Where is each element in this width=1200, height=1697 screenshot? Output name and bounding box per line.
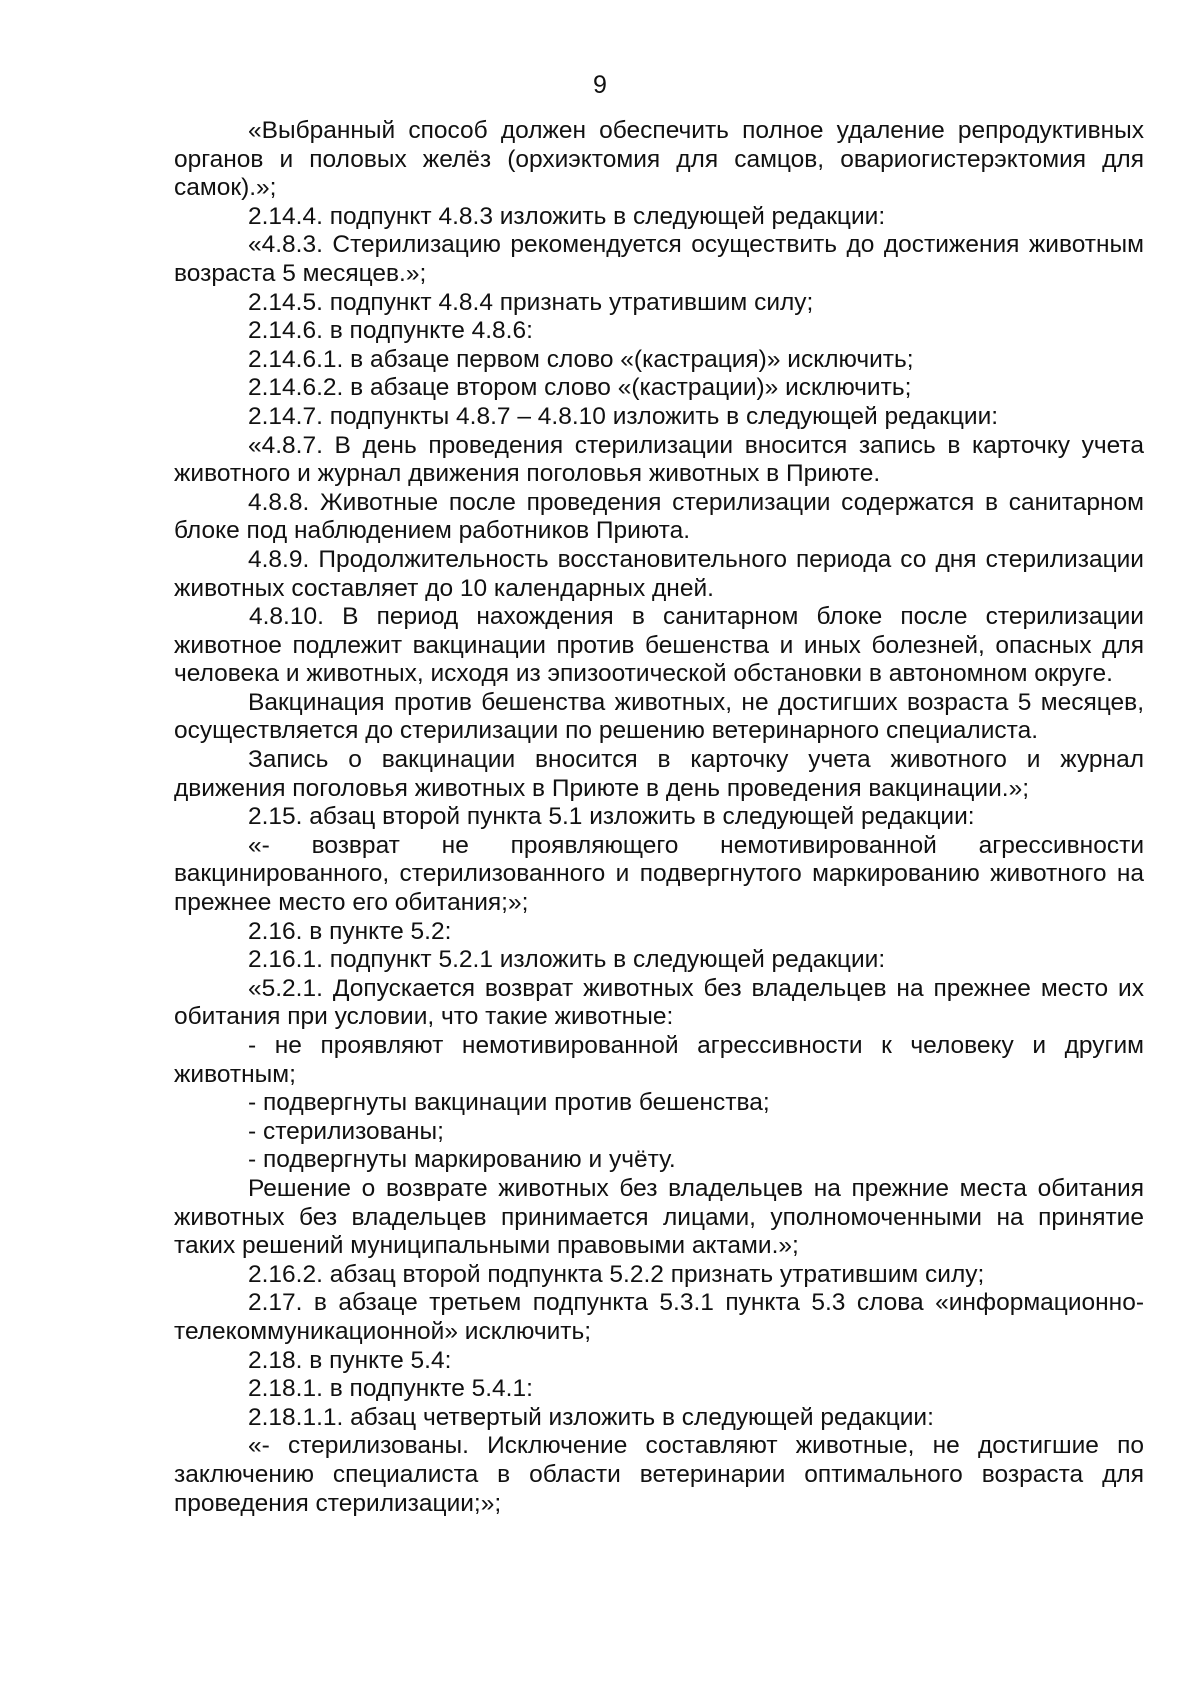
paragraph: 2.18. в пункте 5.4: <box>248 1346 452 1374</box>
paragraph: 2.14.5. подпункт 4.8.4 признать утратившим силу; <box>248 288 814 316</box>
paragraph: 2.16. в пункте 5.2: <box>248 917 452 945</box>
paragraph: 2.14.6.1. в абзаце первом слово «(кастрация)» исключить; <box>248 345 914 373</box>
paragraph: 2.16.2. абзац второй подпункта 5.2.2 признать утратившим силу; <box>248 1260 985 1288</box>
paragraph: 4.8.10. В период нахождения в санитарном блоке после стерилизации животное подлежит вакцинации против бешенства и иных болезней, опасных для человека и животных, исходя из эпизоотической обстановки в автономном округе. <box>174 603 1144 688</box>
paragraph: - не проявляют немотивированной агрессивности к человеку и другим животным; <box>174 1032 1144 1088</box>
paragraph: 4.8.8. Животные после проведения стерилизации содержатся в санитарном блоке под наблюдением работников Приюта. <box>174 488 1144 545</box>
paragraph: 2.14.6. в подпункте 4.8.6: <box>248 317 533 345</box>
page-number: 9 <box>593 71 607 99</box>
paragraph: Решение о возврате животных без владельцев на прежние места обитания животных без владельцев принимается лицами, уполномоченными на принятие таких решений муниципальными правовыми актами.»; <box>174 1174 1144 1260</box>
document-body <box>174 117 1144 1518</box>
paragraph: «- возврат не проявляющего немотивированной агрессивности вакцинированного, стерилизованного и подвергнутого маркированию животного на прежнее место его обитания;»; <box>174 831 1144 917</box>
paragraph: - стерилизованы; <box>248 1117 444 1145</box>
paragraph: 2.14.6.2. в абзаце втором слово «(кастрации)» исключить; <box>248 374 912 402</box>
paragraph: «4.8.7. В день проведения стерилизации вносится запись в карточку учета животного и журнал движения поголовья животных в Приюте. <box>174 431 1144 488</box>
paragraph: «5.2.1. Допускается возврат животных без владельцев на прежнее место их обитания при условии, что такие животные: <box>174 974 1144 1031</box>
paragraph: 2.18.1. в подпункте 5.4.1: <box>248 1375 533 1403</box>
paragraph: 2.15. абзац второй пункта 5.1 изложить в следующей редакции: <box>248 803 975 831</box>
paragraph: 2.14.7. подпункты 4.8.7 – 4.8.10 изложить в следующей редакции: <box>248 402 999 430</box>
paragraph: «- стерилизованы. Исключение составляют животные, не достигшие по заключению специалиста в области ветеринарии оптимального возраста для проведения стерилизации;»; <box>174 1432 1144 1517</box>
paragraph: 2.16.1. подпункт 5.2.1 изложить в следующей редакции: <box>248 946 886 974</box>
paragraph: Запись о вакцинации вносится в карточку учета животного и журнал движения поголовья животных в Приюте в день проведения вакцинации.»; <box>174 746 1144 802</box>
paragraph: 4.8.9. Продолжительность восстановительного периода со дня стерилизации животных составляет до 10 календарных дней. <box>174 545 1144 602</box>
paragraph: - подвергнуты вакцинации против бешенства; <box>248 1089 770 1117</box>
paragraph: 2.17. в абзаце третьем подпункта 5.3.1 пункта 5.3 слова «информационно-телекоммуникационной» исключить; <box>174 1289 1144 1345</box>
paragraph: «4.8.3. Стерилизацию рекомендуется осуществить до достижения животным возраста 5 месяцев.»; <box>174 231 1144 287</box>
paragraph: «Выбранный способ должен обеспечить полное удаление репродуктивных органов и половых желёз (орхиэктомия для самцов, овариогистерэктомия для самок).»; <box>174 117 1144 202</box>
paragraph: - подвергнуты маркированию и учёту. <box>248 1146 676 1174</box>
paragraph: Вакцинация против бешенства животных, не достигших возраста 5 месяцев, осуществляется до стерилизации по решению ветеринарного специалиста. <box>174 688 1144 745</box>
paragraph: 2.14.4. подпункт 4.8.3 изложить в следующей редакции: <box>248 202 886 230</box>
paragraph: 2.18.1.1. абзац четвертый изложить в следующей редакции: <box>248 1403 934 1431</box>
